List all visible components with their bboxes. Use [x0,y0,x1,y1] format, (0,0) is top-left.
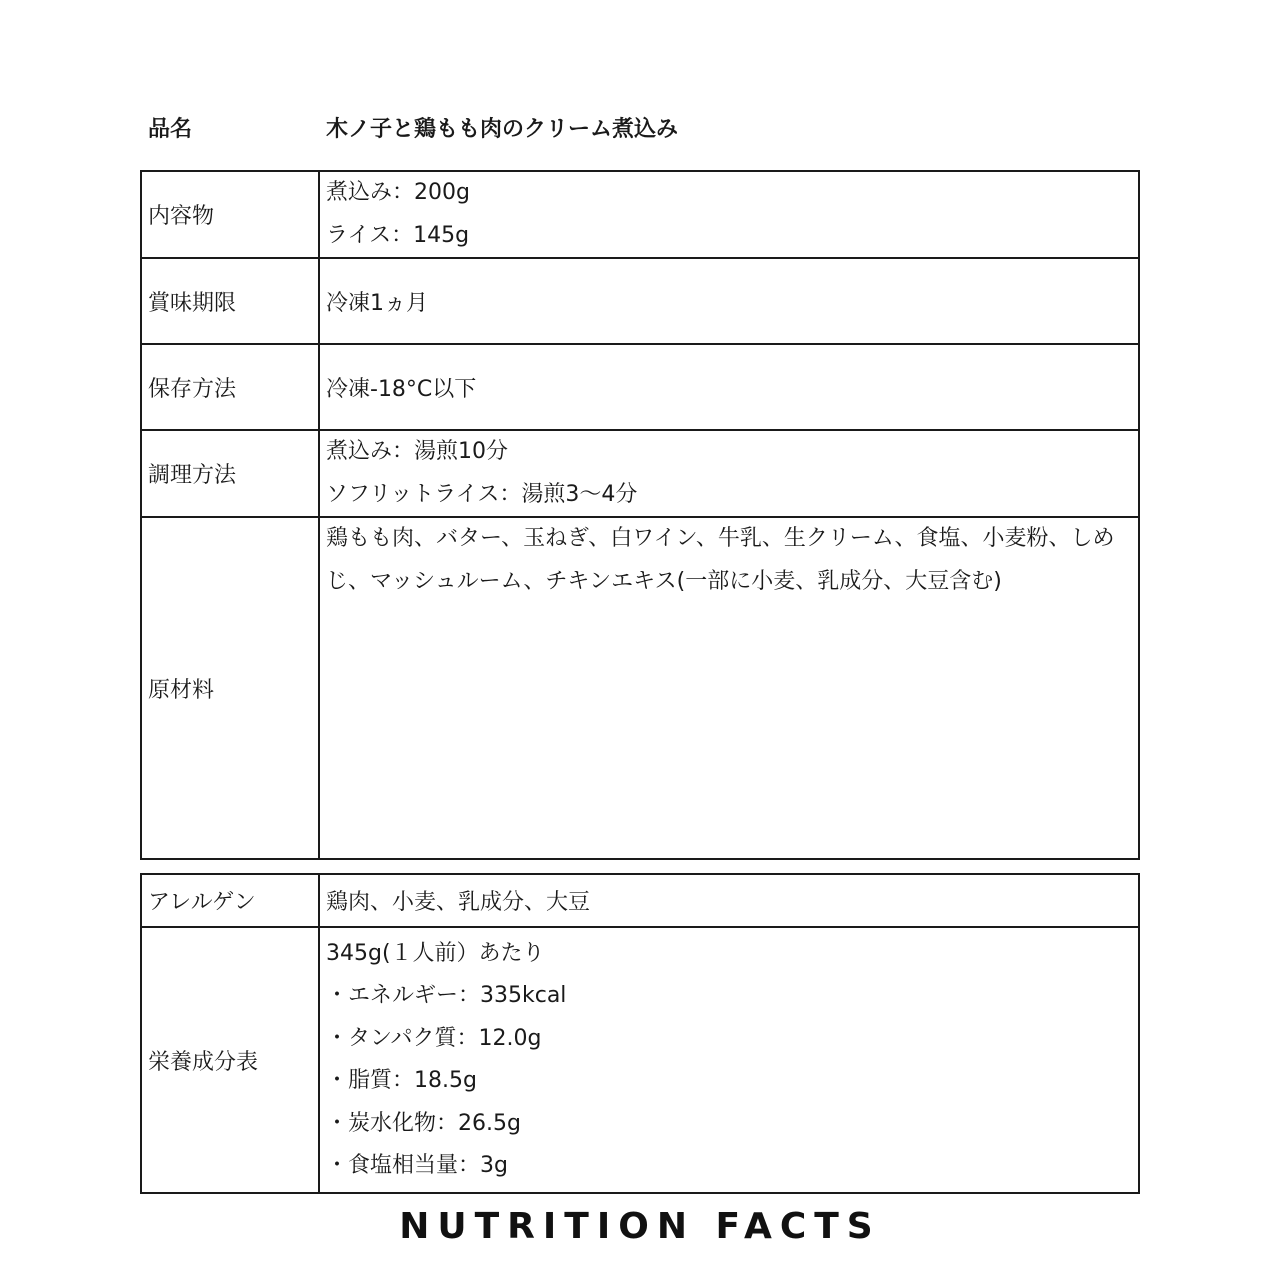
table-row-nutrition [141,927,1139,1193]
storage-label: 保存方法 [141,344,319,430]
cooking-label: 調理方法 [141,430,319,517]
table-row-cooking [141,430,1139,517]
cooking-line: ソフリットライス：湯煎3〜4分 [326,481,638,507]
table-row-contents [141,171,1139,258]
table-row-allergy [141,874,1139,927]
table-row-best-before [141,258,1139,344]
storage-value: 冷凍-18°C以下 [319,344,1139,430]
contents-line: 煮込み：200g [326,180,470,205]
allergy-nutrition-table [140,873,1140,1194]
ingredients-value: 鶏もも肉、バター、玉ねぎ、白ワイン、牛乳、生クリーム、食塩、小麦粉、しめじ、マッシュルーム、チキンエキス(一部に小麦、乳成分、大豆含む) [319,517,1139,859]
contents-line: ライス：145g [326,222,470,248]
contents-value [319,171,1139,258]
best-before-label: 賞味期限 [141,258,319,344]
nutrition-value [319,927,1139,1193]
cooking-line: 煮込み：湯煎10分 [326,439,508,464]
best-before-value: 冷凍1ヵ月 [319,258,1139,344]
product-name-label: 品名 [148,117,193,142]
product-header [148,112,1138,146]
contents-label: 内容物 [141,171,319,258]
cooking-value [319,430,1139,517]
nutrition-line: ・脂質：18.5g [326,1068,477,1093]
nutrition-facts-title: NUTRITION FACTS [399,1206,881,1247]
nutrition-line: ・炭水化物：26.5g [326,1110,521,1136]
table-row-ingredients [141,517,1139,859]
allergy-value: 鶏肉、小麦、乳成分、大豆 [319,874,1139,927]
table-row-storage [141,344,1139,430]
allergy-label: アレルゲン [141,874,319,927]
nutrition-line: ・食塩相当量：3g [326,1153,508,1178]
product-info-table [140,170,1140,860]
nutrition-line: ・タンパク質：12.0g [326,1025,542,1051]
nutrition-line: 345g(１人前）あたり [326,940,545,966]
product-name: 木ノ子と鶏もも肉のクリーム煮込み [326,117,679,142]
nutrition-label: 栄養成分表 [141,927,319,1193]
nutrition-line: ・エネルギー：335kcal [326,983,567,1008]
ingredients-label: 原材料 [141,517,319,859]
